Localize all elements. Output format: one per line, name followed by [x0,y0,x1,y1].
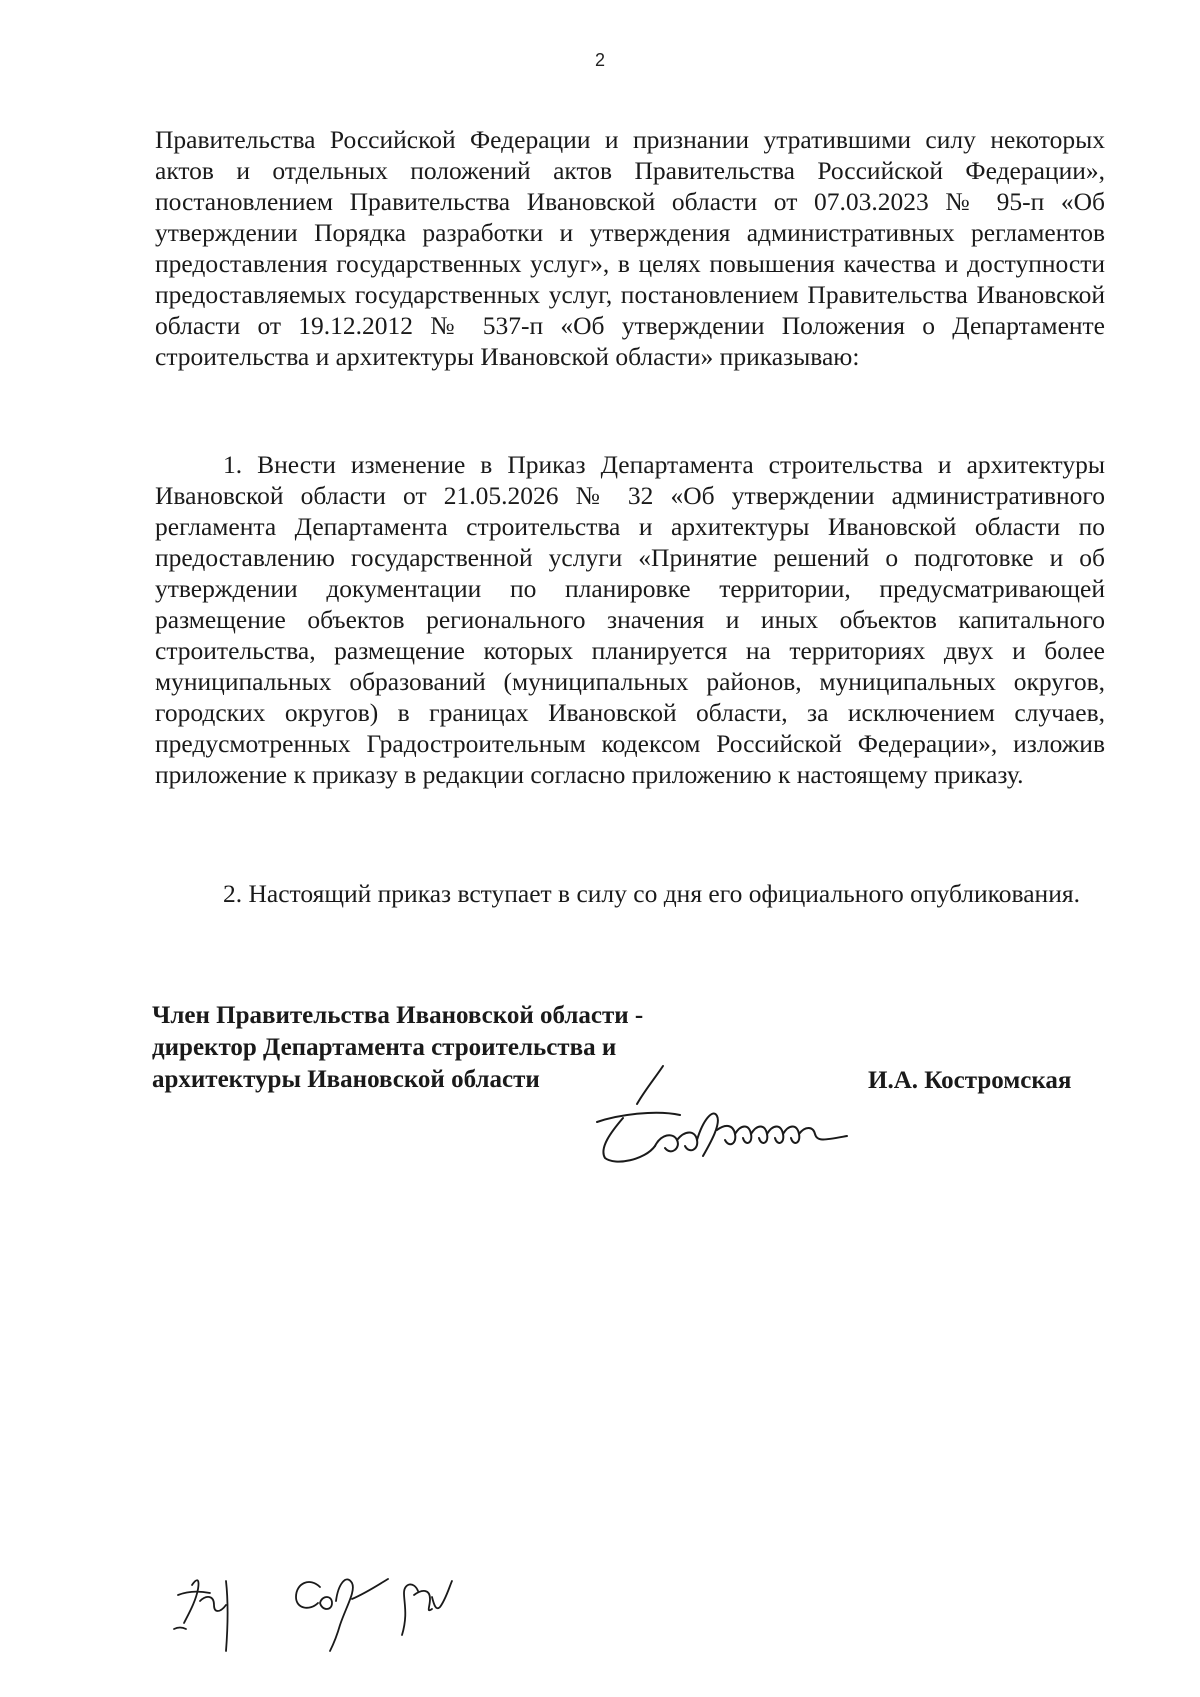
order-item-2: 2. Настоящий приказ вступает в силу со дня его официального опубликования. [223,879,1080,908]
signatory-name: И.А. Костромская [868,1067,1072,1094]
signatory-position [152,1000,643,1096]
position-line-2: директор Департамента строительства и [152,1034,617,1061]
intro-paragraph: Правительства Российской Федерации и признании утратившими силу некоторых актов и отдельных положений актов Правительства Российской Федерации», постановлением Правительства Ивановской области от 07.03.2023 № 95-п «Об утверждении Порядка разработки и утверждения административных регламентов предоставления государственных услуг», в целях повышения качества и доступности предоставляемых государственных услуг, постановлением Правительства Ивановской области от 19.12.2012 № 537-п «Об утверждении Положения о Департаменте строительства и архитектуры Ивановской области» приказываю: [155,125,1105,371]
order-item-1: 1. Внести изменение в Приказ Департамента строительства и архитектуры Ивановской области от 21.05.2026 № 32 «Об утверждении административного регламента Департамента строительства и архитектуры Ивановской области по предоставлению государственной услуги «Принятие решений о подготовке и об утверждении документации по планировке территории, предусматривающей размещение объектов регионального значения и иных объектов капитального строительства, размещение которых планируется на территориях двух и более муниципальных образований (муниципальных районов, муниципальных округов, городских округов) в границах Ивановской области, за исключением случаев, предусмотренных Градостроительным кодексом Российской Федерации», изложив приложение к приказу в редакции согласно приложению к настоящему приказу. [155,450,1105,789]
position-line-1: Член Правительства Ивановской области - [152,1002,644,1029]
page-number: 2 [594,50,605,70]
position-line-3: архитектуры Ивановской области [152,1066,540,1093]
approval-initials [170,1555,500,1655]
handwritten-signature [585,1060,855,1175]
